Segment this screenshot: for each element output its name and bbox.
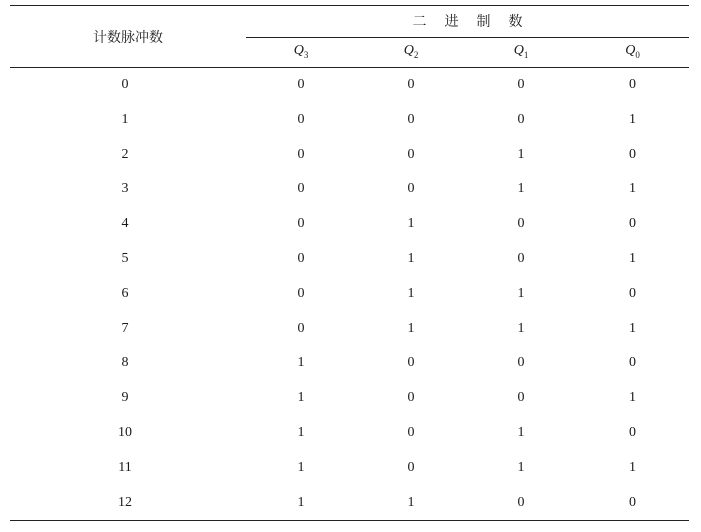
q1-cell: 1 — [517, 181, 525, 197]
q1-header: $Q_1$ — [513, 43, 529, 60]
binary-header-rule — [246, 37, 689, 38]
pulse-count-cell: 1 — [121, 111, 129, 127]
q3-cell: 0 — [297, 111, 305, 127]
q1-cell: 0 — [517, 494, 525, 510]
q1-cell: 0 — [517, 355, 525, 371]
pulse-count-cell: 9 — [121, 390, 129, 406]
table-row — [10, 138, 689, 173]
q2-cell: 0 — [407, 77, 415, 92]
pulse-count-cell: 11 — [118, 459, 132, 475]
q0-cell: 0 — [629, 355, 636, 371]
q0-cell: 1 — [629, 251, 636, 266]
q1-cell: 0 — [517, 216, 525, 232]
q0-cell: 0 — [629, 425, 636, 440]
q2-cell: 0 — [407, 390, 415, 406]
table-top-rule — [10, 5, 689, 6]
q2-cell: 0 — [407, 425, 415, 440]
q2-cell: 1 — [407, 320, 415, 336]
pulse-count-cell: 12 — [118, 494, 132, 510]
table-row — [10, 207, 689, 242]
q3-cell: 0 — [297, 146, 305, 162]
q1-cell: 0 — [517, 251, 525, 266]
q3-cell: 1 — [297, 494, 305, 510]
q3-cell: 1 — [297, 459, 305, 475]
table-row — [10, 68, 689, 103]
q0-cell: 1 — [629, 111, 636, 127]
q1-cell: 0 — [517, 390, 525, 406]
pulse-count-cell: 5 — [121, 251, 129, 266]
table-row — [10, 103, 689, 138]
q0-cell: 1 — [629, 181, 636, 197]
table-row — [10, 451, 689, 486]
q2-cell: 0 — [407, 111, 415, 127]
q2-cell: 0 — [407, 146, 415, 162]
q1-cell: 1 — [517, 320, 525, 336]
q1-cell: 0 — [517, 111, 525, 127]
pulse-count-cell: 7 — [121, 320, 129, 336]
q0-cell: 1 — [629, 459, 636, 475]
q2-cell: 1 — [407, 494, 415, 510]
q3-cell: 1 — [297, 425, 305, 440]
q2-cell: 1 — [407, 251, 415, 266]
q1-cell: 1 — [517, 285, 525, 301]
q3-cell: 1 — [297, 390, 305, 406]
table-row — [10, 346, 689, 381]
pulse-count-cell: 8 — [121, 355, 129, 371]
pulse-count-cell: 4 — [121, 216, 129, 232]
q1-cell: 1 — [517, 459, 525, 475]
pulse-count-cell: 2 — [121, 146, 129, 162]
table-row — [10, 242, 689, 277]
q2-cell: 0 — [407, 181, 415, 197]
table-row — [10, 277, 689, 312]
q0-cell: 0 — [629, 146, 636, 162]
table-row — [10, 172, 689, 207]
q0-cell: 1 — [629, 390, 636, 406]
q2-cell: 1 — [407, 285, 415, 301]
q0-cell: 0 — [629, 77, 636, 92]
table-row — [10, 312, 689, 347]
q2-cell: 0 — [407, 355, 415, 371]
q3-cell: 0 — [297, 181, 305, 197]
q3-cell: 0 — [297, 320, 305, 336]
table-row — [10, 416, 689, 451]
pulse-count-cell: 10 — [118, 425, 132, 440]
q1-cell: 1 — [517, 425, 525, 440]
table-bottom-rule — [10, 520, 689, 521]
q1-cell: 1 — [517, 146, 525, 162]
q0-cell: 0 — [629, 285, 636, 301]
q2-header: $Q_2$ — [403, 43, 419, 60]
q0-header: $Q_0$ — [625, 43, 640, 60]
binary-number-header: 二进制数 — [412, 14, 541, 30]
pulse-count-cell: 0 — [121, 77, 129, 92]
pulse-count-cell: 6 — [121, 285, 129, 301]
q3-cell: 0 — [297, 77, 305, 92]
table-row — [10, 381, 689, 416]
pulse-count-cell: 3 — [121, 181, 129, 197]
q0-cell: 0 — [629, 216, 636, 232]
q3-cell: 1 — [297, 355, 305, 371]
q0-cell: 1 — [629, 320, 636, 336]
q1-cell: 0 — [517, 77, 525, 92]
q3-header: $Q_3$ — [293, 43, 309, 60]
q2-cell: 0 — [407, 459, 415, 475]
table-row — [10, 486, 689, 521]
q3-cell: 0 — [297, 251, 305, 266]
q3-cell: 0 — [297, 285, 305, 301]
pulse-count-header: 计数脉冲数 — [93, 30, 163, 46]
q2-cell: 1 — [407, 216, 415, 232]
q3-cell: 0 — [297, 216, 305, 232]
q0-cell: 0 — [629, 494, 636, 510]
